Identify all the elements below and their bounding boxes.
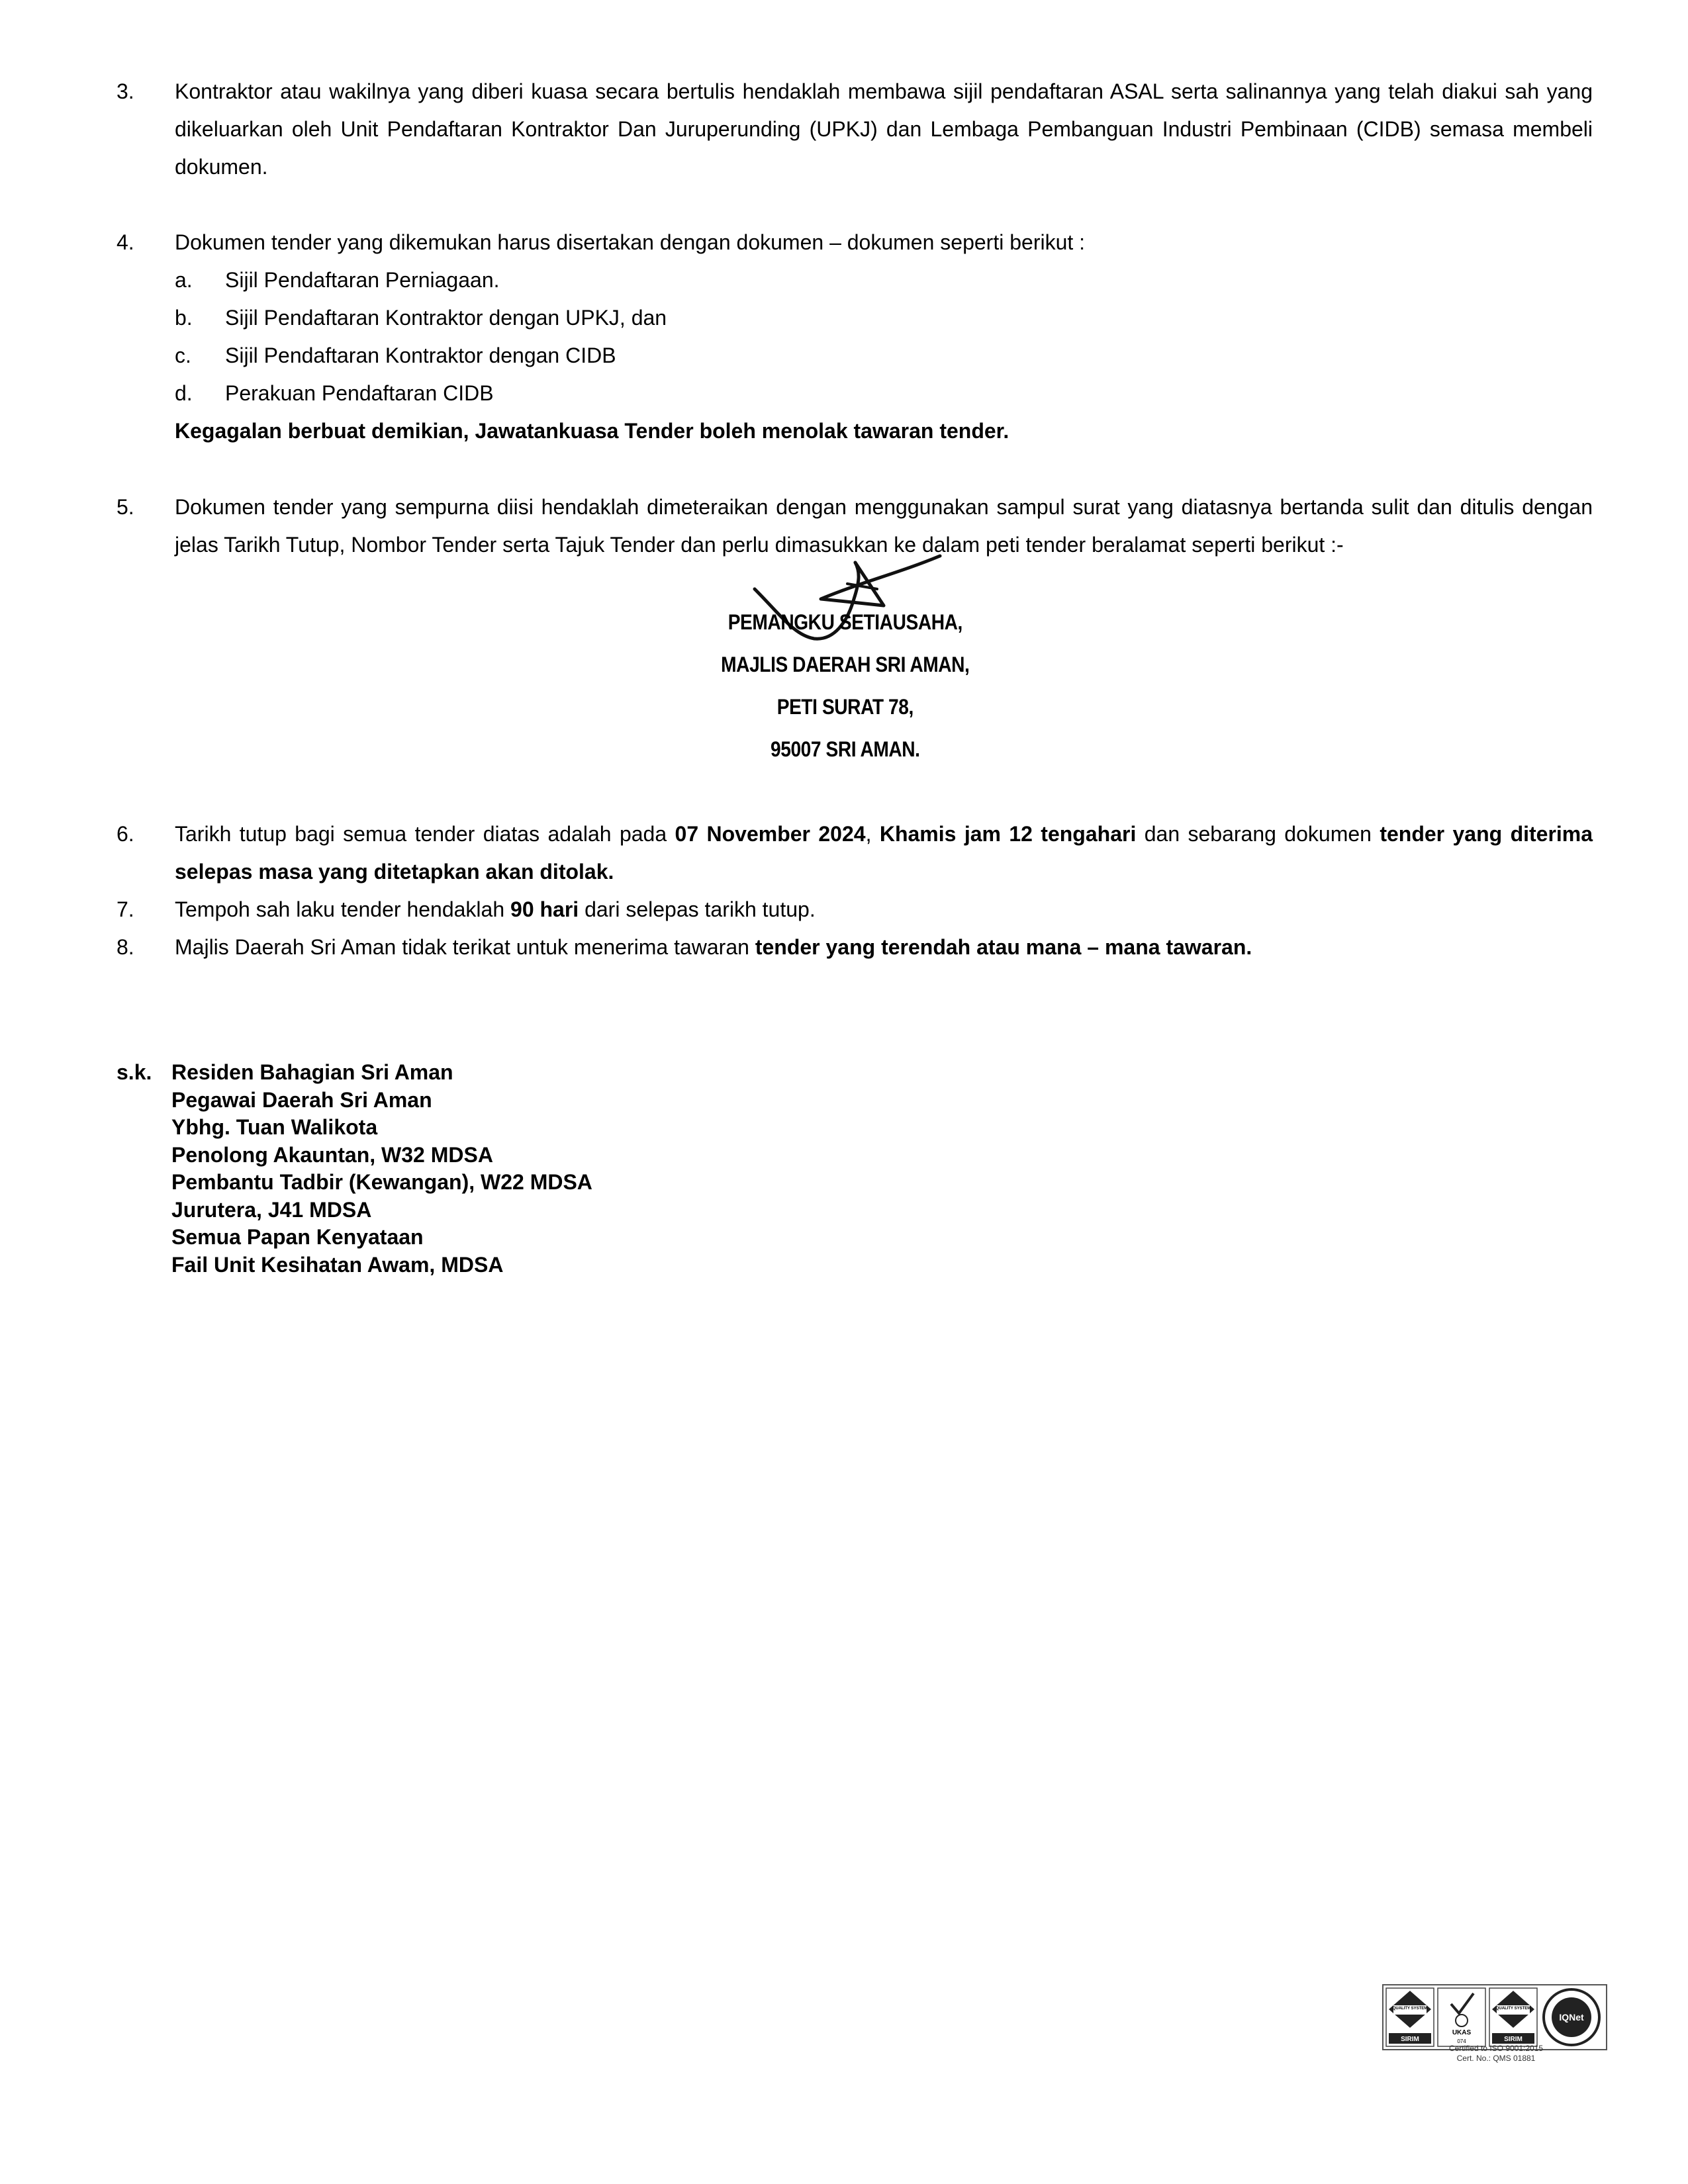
svg-text:QUALITY SYSTEM: QUALITY SYSTEM <box>1392 2007 1428 2011</box>
sirim-quality-icon <box>1386 1988 1434 2046</box>
sub-item-letter: d. <box>175 381 193 405</box>
item-text: Tempoh sah laku tender hendaklah 90 hari dari selepas tarikh tutup. <box>175 897 816 921</box>
ukas-icon <box>1438 1988 1485 2046</box>
iqnet-icon <box>1544 1989 1599 2045</box>
svg-text:UKAS: UKAS <box>1452 2029 1472 2036</box>
item-number: 7. <box>117 897 134 921</box>
sk-line: Jurutera, J41 MDSA <box>171 1197 372 1222</box>
address-line: PETI SURAT 78, <box>776 695 914 719</box>
item-text: Kontraktor atau wakilnya yang diberi kuasa secara bertulis hendaklah membawa sijil pendaftaran ASAL serta salinannya yang telah diakui sah yang dikeluarkan oleh Unit Pendaftaran Kontraktor Dan Juruperunding (UPKJ) dan Lembaga Pembanguan Industri Pembinaan (CIDB) semasa membeli dokumen. <box>175 79 1593 179</box>
item-number: 4. <box>117 230 134 254</box>
warning-text: Kegagalan berbuat demikian, Jawatankuasa Tender boleh menolak tawaran tender. <box>175 419 1009 443</box>
item-number: 6. <box>117 822 134 846</box>
sub-item <box>117 375 1593 412</box>
copy-distribution-list <box>117 1059 592 1279</box>
item-3 <box>117 73 1593 186</box>
sk-line: Semua Papan Kenyataan <box>171 1225 424 1249</box>
item-4 <box>117 224 1593 450</box>
sub-item-text: Sijil Pendaftaran Perniagaan. <box>225 268 500 292</box>
sk-line: Pembantu Tadbir (Kewangan), W22 MDSA <box>171 1170 592 1194</box>
cert-line: Certified to ISO 9001:2015 <box>1448 2044 1544 2053</box>
sub-item <box>117 299 1593 337</box>
sub-item-letter: b. <box>175 306 193 330</box>
sk-line: Fail Unit Kesihatan Awam, MDSA <box>171 1252 504 1277</box>
sk-line: Pegawai Daerah Sri Aman <box>171 1087 432 1112</box>
sub-item <box>117 261 1593 299</box>
svg-text:074: 074 <box>1457 2038 1466 2044</box>
sub-item-text: Sijil Pendaftaran Kontraktor dengan UPKJ, dan <box>225 306 667 330</box>
sk-line: Residen Bahagian Sri Aman <box>171 1060 453 1084</box>
item-text: Dokumen tender yang sempurna diisi hendaklah dimeteraikan dengan menggunakan sampul surat yang diatasnya bertanda sulit dan ditulis dengan jelas Tarikh Tutup, Nombor Tender serta Tajuk Tender dan perlu dimasukkan ke dalam peti tender beralamat seperti berikut :- <box>175 495 1593 557</box>
item-7 <box>117 891 1593 929</box>
certification-note <box>1410 2044 1582 2064</box>
svg-text:IQNet: IQNet <box>1559 2012 1584 2023</box>
sirim-quality-icon <box>1489 1988 1537 2046</box>
svg-text:QUALITY SYSTEM: QUALITY SYSTEM <box>1495 2007 1531 2011</box>
item-6 <box>117 815 1593 891</box>
sub-item-text: Sijil Pendaftaran Kontraktor dengan CIDB <box>225 343 616 367</box>
svg-text:SIRIM: SIRIM <box>1401 2036 1419 2043</box>
address-line: MAJLIS DAERAH SRI AMAN, <box>721 653 970 676</box>
sk-line: Penolong Akauntan, W32 MDSA <box>171 1142 493 1167</box>
item-text: Dokumen tender yang dikemukan harus disertakan dengan dokumen – dokumen seperti berikut : <box>175 230 1086 254</box>
sub-item <box>117 337 1593 375</box>
sk-line: Ybhg. Tuan Walikota <box>171 1115 378 1139</box>
cert-line: Cert. No.: QMS 01881 <box>1456 2054 1536 2063</box>
sub-item-text: Perakuan Pendaftaran CIDB <box>225 381 494 405</box>
item-8 <box>117 929 1593 966</box>
sub-item-letter: a. <box>175 268 193 292</box>
sub-item-letter: c. <box>175 343 191 367</box>
svg-text:SIRIM: SIRIM <box>1504 2036 1523 2043</box>
address-line: PEMANGKU SETIAUSAHA, <box>727 610 962 634</box>
item-text: Tarikh tutup bagi semua tender diatas adalah pada 07 November 2024, Khamis jam 12 tengahari dan sebarang dokumen tender yang diterima selepas masa yang ditetapkan akan ditolak. <box>175 822 1593 884</box>
item-number: 8. <box>117 935 134 959</box>
item-number: 3. <box>117 79 134 103</box>
sk-label: s.k. <box>117 1060 152 1084</box>
address-line: 95007 SRI AMAN. <box>771 737 920 761</box>
item-text: Majlis Daerah Sri Aman tidak terikat untuk menerima tawaran tender yang terendah atau mana – mana tawaran. <box>175 935 1252 959</box>
item-number: 5. <box>117 495 134 519</box>
